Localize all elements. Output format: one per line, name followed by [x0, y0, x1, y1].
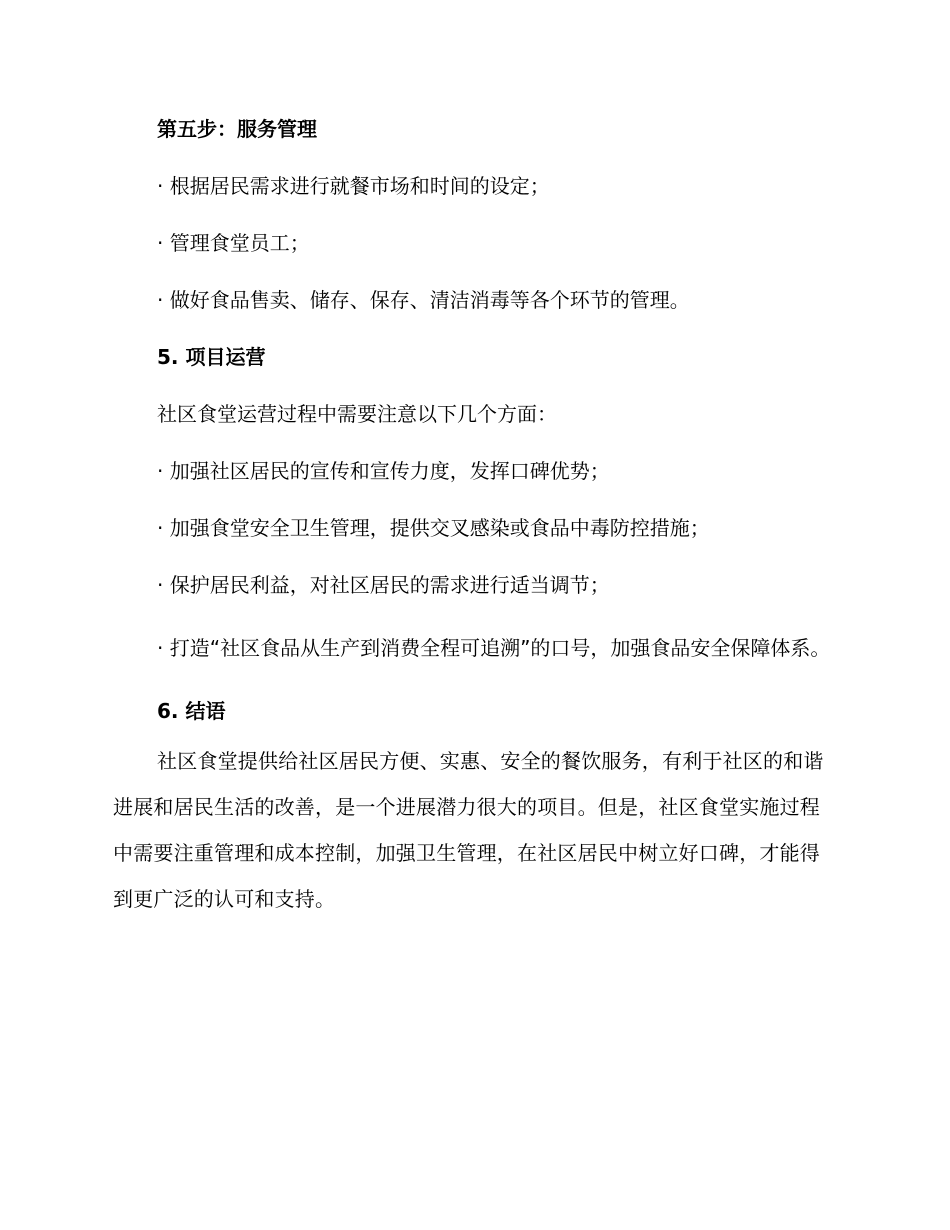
intro-paragraph: 社区食堂运营过程中需要注意以下几个方面：	[157, 402, 557, 426]
document-page	[113, 112, 833, 922]
bullet-item: · 管理食堂员工；	[157, 231, 310, 255]
bullet-item: · 打造“社区食品从生产到消费全程可追溯”的口号，加强食品安全保障体系。	[157, 636, 831, 660]
section-heading-conclusion: 6. 结语	[157, 699, 226, 723]
conclusion-paragraph: 社区食堂提供给社区居民方便、实惠、安全的餐饮服务，有利于社区的和谐进展和居民生活的改善，是一个进展潜力很大的项目。但是，社区食堂实施过程中需要注重管理和成本控制，加强卫生管理，在社区居民中树立好口碑，才能得到更广泛的认可和支持。	[113, 749, 824, 911]
bullet-item: · 根据居民需求进行就餐市场和时间的设定；	[157, 174, 550, 198]
bullet-item: · 加强社区居民的宣传和宣传力度，发挥口碑优势；	[157, 459, 610, 483]
section-heading-operation: 5. 项目运营	[157, 345, 266, 369]
bullet-item: · 做好食品售卖、储存、保存、清洁消毒等各个环节的管理。	[157, 288, 690, 312]
bullet-item: · 加强食堂安全卫生管理，提供交叉感染或食品中毒防控措施；	[157, 516, 710, 540]
bullet-item: · 保护居民利益，对社区居民的需求进行适当调节；	[157, 573, 610, 597]
section-heading-service: 第五步：服务管理	[157, 117, 317, 141]
